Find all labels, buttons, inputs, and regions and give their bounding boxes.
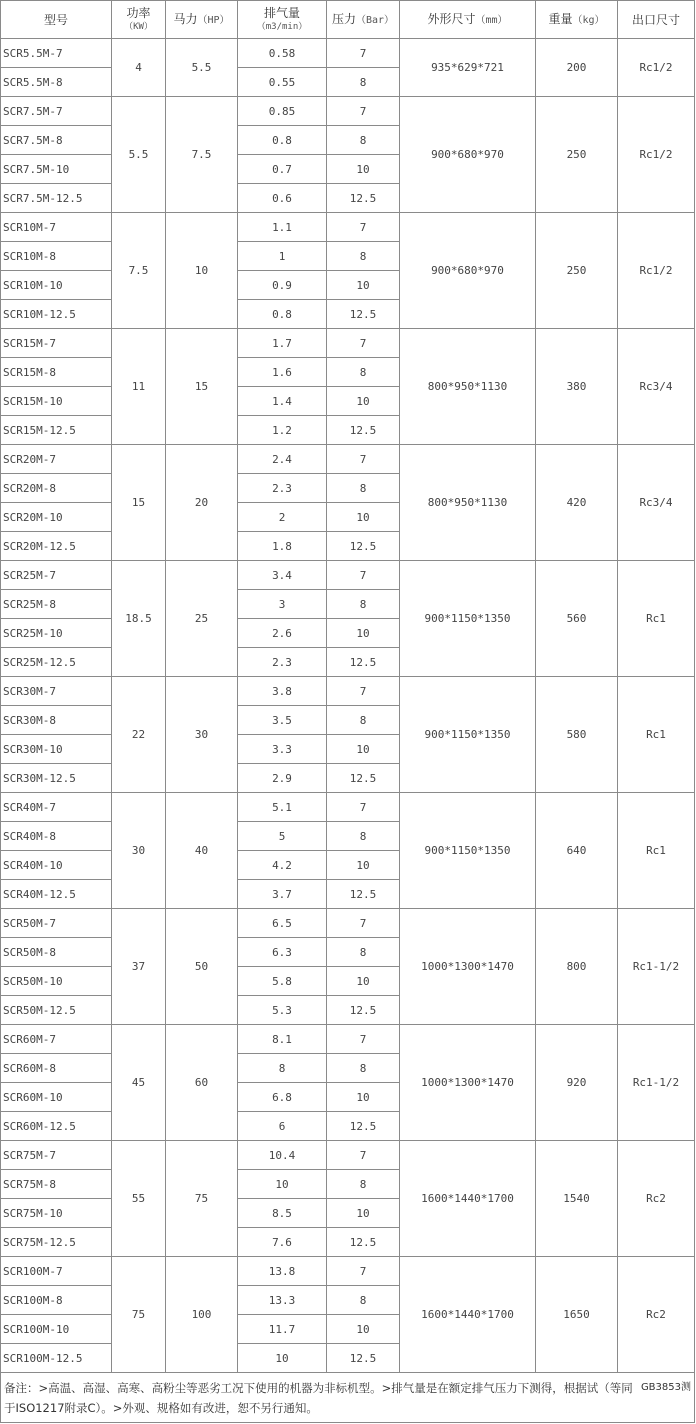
- pressure-cell: 10: [327, 735, 400, 764]
- outlet-cell: Rc1: [618, 793, 695, 909]
- model-cell: SCR30M-12.5: [1, 764, 112, 793]
- air-cell: 8.5: [238, 1199, 327, 1228]
- header-pressure: 压力（Bar）: [327, 1, 400, 39]
- pressure-cell: 12.5: [327, 416, 400, 445]
- pressure-cell: 10: [327, 155, 400, 184]
- air-cell: 11.7: [238, 1315, 327, 1344]
- model-cell: SCR40M-7: [1, 793, 112, 822]
- hp-cell: 75: [166, 1141, 238, 1257]
- model-cell: SCR100M-8: [1, 1286, 112, 1315]
- model-cell: SCR60M-10: [1, 1083, 112, 1112]
- table-row: [1, 213, 695, 242]
- pressure-cell: 10: [327, 619, 400, 648]
- dims-cell: 1000*1300*1470: [400, 909, 536, 1025]
- pressure-cell: 12.5: [327, 532, 400, 561]
- air-cell: 13.8: [238, 1257, 327, 1286]
- dims-cell: 900*1150*1350: [400, 677, 536, 793]
- table-row: [1, 1257, 695, 1286]
- note-standard: GB3853测: [640, 1381, 691, 1393]
- pressure-cell: 12.5: [327, 648, 400, 677]
- air-cell: 10: [238, 1170, 327, 1199]
- header-row: [1, 1, 695, 39]
- pressure-cell: 12.5: [327, 996, 400, 1025]
- model-cell: SCR30M-7: [1, 677, 112, 706]
- pressure-cell: 12.5: [327, 1228, 400, 1257]
- pressure-cell: 10: [327, 271, 400, 300]
- model-cell: SCR100M-10: [1, 1315, 112, 1344]
- hp-cell: 40: [166, 793, 238, 909]
- model-cell: SCR100M-12.5: [1, 1344, 112, 1373]
- air-cell: 4.2: [238, 851, 327, 880]
- model-cell: SCR40M-10: [1, 851, 112, 880]
- model-cell: SCR25M-8: [1, 590, 112, 619]
- pressure-cell: 8: [327, 590, 400, 619]
- model-cell: SCR10M-10: [1, 271, 112, 300]
- weight-cell: 250: [536, 97, 618, 213]
- pressure-cell: 7: [327, 677, 400, 706]
- pressure-cell: 8: [327, 126, 400, 155]
- pressure-cell: 7: [327, 213, 400, 242]
- weight-cell: 1540: [536, 1141, 618, 1257]
- dims-cell: 1600*1440*1700: [400, 1257, 536, 1373]
- model-cell: SCR50M-10: [1, 967, 112, 996]
- air-cell: 5: [238, 822, 327, 851]
- pressure-cell: 7: [327, 1025, 400, 1054]
- air-cell: 3: [238, 590, 327, 619]
- hp-cell: 50: [166, 909, 238, 1025]
- pressure-cell: 7: [327, 97, 400, 126]
- weight-cell: 200: [536, 39, 618, 97]
- dims-cell: 935*629*721: [400, 39, 536, 97]
- pressure-cell: 8: [327, 1170, 400, 1199]
- hp-cell: 7.5: [166, 97, 238, 213]
- pressure-cell: 10: [327, 503, 400, 532]
- air-cell: 0.85: [238, 97, 327, 126]
- pressure-cell: 7: [327, 793, 400, 822]
- model-cell: SCR30M-8: [1, 706, 112, 735]
- model-cell: SCR10M-12.5: [1, 300, 112, 329]
- power-cell: 55: [112, 1141, 166, 1257]
- outlet-cell: Rc1/2: [618, 213, 695, 329]
- outlet-cell: Rc1: [618, 561, 695, 677]
- pressure-cell: 8: [327, 938, 400, 967]
- air-cell: 1.8: [238, 532, 327, 561]
- air-cell: 1.1: [238, 213, 327, 242]
- model-cell: SCR75M-12.5: [1, 1228, 112, 1257]
- header-model: 型号: [1, 1, 112, 39]
- pressure-cell: 8: [327, 822, 400, 851]
- outlet-cell: Rc1-1/2: [618, 909, 695, 1025]
- dims-cell: 800*950*1130: [400, 445, 536, 561]
- model-cell: SCR15M-12.5: [1, 416, 112, 445]
- air-cell: 5.3: [238, 996, 327, 1025]
- pressure-cell: 7: [327, 1257, 400, 1286]
- pressure-cell: 12.5: [327, 184, 400, 213]
- header-air: 排气量 （m3/min）: [238, 1, 327, 39]
- model-cell: SCR15M-10: [1, 387, 112, 416]
- air-cell: 2: [238, 503, 327, 532]
- weight-cell: 800: [536, 909, 618, 1025]
- air-cell: 6.8: [238, 1083, 327, 1112]
- air-cell: 1.2: [238, 416, 327, 445]
- hp-cell: 5.5: [166, 39, 238, 97]
- pressure-cell: 8: [327, 242, 400, 271]
- pressure-cell: 7: [327, 445, 400, 474]
- air-cell: 8.1: [238, 1025, 327, 1054]
- outlet-cell: Rc3/4: [618, 329, 695, 445]
- pressure-cell: 10: [327, 1315, 400, 1344]
- air-cell: 3.8: [238, 677, 327, 706]
- air-cell: 0.8: [238, 300, 327, 329]
- model-cell: SCR25M-10: [1, 619, 112, 648]
- weight-cell: 250: [536, 213, 618, 329]
- outlet-cell: Rc3/4: [618, 445, 695, 561]
- outlet-cell: Rc1/2: [618, 97, 695, 213]
- model-cell: SCR100M-7: [1, 1257, 112, 1286]
- pressure-cell: 8: [327, 358, 400, 387]
- model-cell: SCR20M-7: [1, 445, 112, 474]
- hp-cell: 10: [166, 213, 238, 329]
- pressure-cell: 7: [327, 39, 400, 68]
- model-cell: SCR7.5M-12.5: [1, 184, 112, 213]
- model-cell: SCR60M-12.5: [1, 1112, 112, 1141]
- air-cell: 6.3: [238, 938, 327, 967]
- air-cell: 2.3: [238, 648, 327, 677]
- model-cell: SCR5.5M-7: [1, 39, 112, 68]
- model-cell: SCR50M-7: [1, 909, 112, 938]
- model-cell: SCR40M-12.5: [1, 880, 112, 909]
- hp-cell: 60: [166, 1025, 238, 1141]
- pressure-cell: 10: [327, 967, 400, 996]
- model-cell: SCR75M-8: [1, 1170, 112, 1199]
- model-cell: SCR50M-8: [1, 938, 112, 967]
- outlet-cell: Rc2: [618, 1141, 695, 1257]
- hp-cell: 15: [166, 329, 238, 445]
- air-cell: 2.9: [238, 764, 327, 793]
- power-cell: 4: [112, 39, 166, 97]
- air-cell: 1.7: [238, 329, 327, 358]
- air-cell: 3.7: [238, 880, 327, 909]
- air-cell: 0.7: [238, 155, 327, 184]
- model-cell: SCR50M-12.5: [1, 996, 112, 1025]
- power-cell: 7.5: [112, 213, 166, 329]
- hp-cell: 25: [166, 561, 238, 677]
- model-cell: SCR75M-7: [1, 1141, 112, 1170]
- model-cell: SCR7.5M-8: [1, 126, 112, 155]
- air-cell: 3.4: [238, 561, 327, 590]
- pressure-cell: 8: [327, 1054, 400, 1083]
- weight-cell: 580: [536, 677, 618, 793]
- note-row: [1, 1373, 695, 1423]
- weight-cell: 1650: [536, 1257, 618, 1373]
- model-cell: SCR7.5M-10: [1, 155, 112, 184]
- air-cell: 0.58: [238, 39, 327, 68]
- air-cell: 13.3: [238, 1286, 327, 1315]
- pressure-cell: 8: [327, 68, 400, 97]
- model-cell: SCR20M-10: [1, 503, 112, 532]
- outlet-cell: Rc2: [618, 1257, 695, 1373]
- air-cell: 2.3: [238, 474, 327, 503]
- model-cell: SCR60M-7: [1, 1025, 112, 1054]
- power-cell: 15: [112, 445, 166, 561]
- pressure-cell: 12.5: [327, 764, 400, 793]
- weight-cell: 920: [536, 1025, 618, 1141]
- air-cell: 2.4: [238, 445, 327, 474]
- table-row: [1, 793, 695, 822]
- air-cell: 3.3: [238, 735, 327, 764]
- model-cell: SCR15M-7: [1, 329, 112, 358]
- model-cell: SCR20M-12.5: [1, 532, 112, 561]
- model-cell: SCR10M-7: [1, 213, 112, 242]
- table-row: [1, 561, 695, 590]
- air-cell: 0.55: [238, 68, 327, 97]
- model-cell: SCR40M-8: [1, 822, 112, 851]
- model-cell: SCR20M-8: [1, 474, 112, 503]
- hp-cell: 30: [166, 677, 238, 793]
- air-cell: 0.6: [238, 184, 327, 213]
- hp-cell: 100: [166, 1257, 238, 1373]
- air-cell: 7.6: [238, 1228, 327, 1257]
- weight-cell: 380: [536, 329, 618, 445]
- model-cell: SCR75M-10: [1, 1199, 112, 1228]
- air-cell: 5.1: [238, 793, 327, 822]
- weight-cell: 420: [536, 445, 618, 561]
- note-text: 备注：>高温、高湿、高寒、高粉尘等恶劣工况下使用的机器为非标机型。>排气量是在额定排气压力下测得，根据试（等同于ISO1217附录C）。>外观、规格如有改进，恕不另行通知。: [4, 1380, 633, 1415]
- pressure-cell: 12.5: [327, 1112, 400, 1141]
- pressure-cell: 10: [327, 1199, 400, 1228]
- power-cell: 5.5: [112, 97, 166, 213]
- pressure-cell: 8: [327, 706, 400, 735]
- air-cell: 8: [238, 1054, 327, 1083]
- model-cell: SCR10M-8: [1, 242, 112, 271]
- pressure-cell: 7: [327, 1141, 400, 1170]
- outlet-cell: Rc1/2: [618, 39, 695, 97]
- header-outlet: 出口尺寸: [618, 1, 695, 39]
- table-row: [1, 677, 695, 706]
- dims-cell: 1000*1300*1470: [400, 1025, 536, 1141]
- dims-cell: 1600*1440*1700: [400, 1141, 536, 1257]
- power-cell: 18.5: [112, 561, 166, 677]
- air-cell: 6: [238, 1112, 327, 1141]
- table-row: [1, 1141, 695, 1170]
- pressure-cell: 12.5: [327, 880, 400, 909]
- outlet-cell: Rc1: [618, 677, 695, 793]
- model-cell: SCR15M-8: [1, 358, 112, 387]
- power-cell: 11: [112, 329, 166, 445]
- pressure-cell: 10: [327, 851, 400, 880]
- pressure-cell: 10: [327, 387, 400, 416]
- dims-cell: 800*950*1130: [400, 329, 536, 445]
- pressure-cell: 12.5: [327, 300, 400, 329]
- model-cell: SCR7.5M-7: [1, 97, 112, 126]
- air-cell: 3.5: [238, 706, 327, 735]
- model-cell: SCR60M-8: [1, 1054, 112, 1083]
- air-cell: 1.4: [238, 387, 327, 416]
- model-cell: SCR25M-12.5: [1, 648, 112, 677]
- table-row: [1, 445, 695, 474]
- pressure-cell: 8: [327, 474, 400, 503]
- weight-cell: 560: [536, 561, 618, 677]
- power-cell: 45: [112, 1025, 166, 1141]
- pressure-cell: 7: [327, 329, 400, 358]
- table-row: [1, 329, 695, 358]
- pressure-cell: 7: [327, 561, 400, 590]
- power-cell: 22: [112, 677, 166, 793]
- table-row: [1, 97, 695, 126]
- power-cell: 30: [112, 793, 166, 909]
- air-cell: 10.4: [238, 1141, 327, 1170]
- air-cell: 5.8: [238, 967, 327, 996]
- dims-cell: 900*680*970: [400, 213, 536, 329]
- note-cell: [1, 1373, 695, 1423]
- model-cell: SCR5.5M-8: [1, 68, 112, 97]
- air-cell: 1: [238, 242, 327, 271]
- air-cell: 0.8: [238, 126, 327, 155]
- model-cell: SCR30M-10: [1, 735, 112, 764]
- pressure-cell: 10: [327, 1083, 400, 1112]
- table-row: [1, 1025, 695, 1054]
- dims-cell: 900*1150*1350: [400, 561, 536, 677]
- weight-cell: 640: [536, 793, 618, 909]
- outlet-cell: Rc1-1/2: [618, 1025, 695, 1141]
- header-power: 功率 （KW）: [112, 1, 166, 39]
- air-cell: 2.6: [238, 619, 327, 648]
- header-weight: 重量（kg）: [536, 1, 618, 39]
- dims-cell: 900*680*970: [400, 97, 536, 213]
- air-cell: 0.9: [238, 271, 327, 300]
- power-cell: 37: [112, 909, 166, 1025]
- air-cell: 1.6: [238, 358, 327, 387]
- pressure-cell: 12.5: [327, 1344, 400, 1373]
- air-cell: 10: [238, 1344, 327, 1373]
- air-cell: 6.5: [238, 909, 327, 938]
- pressure-cell: 7: [327, 909, 400, 938]
- table-row: [1, 909, 695, 938]
- dims-cell: 900*1150*1350: [400, 793, 536, 909]
- pressure-cell: 8: [327, 1286, 400, 1315]
- model-cell: SCR25M-7: [1, 561, 112, 590]
- power-cell: 75: [112, 1257, 166, 1373]
- header-dims: 外形尺寸（mm）: [400, 1, 536, 39]
- header-hp: 马力（HP）: [166, 1, 238, 39]
- table-row: [1, 39, 695, 68]
- hp-cell: 20: [166, 445, 238, 561]
